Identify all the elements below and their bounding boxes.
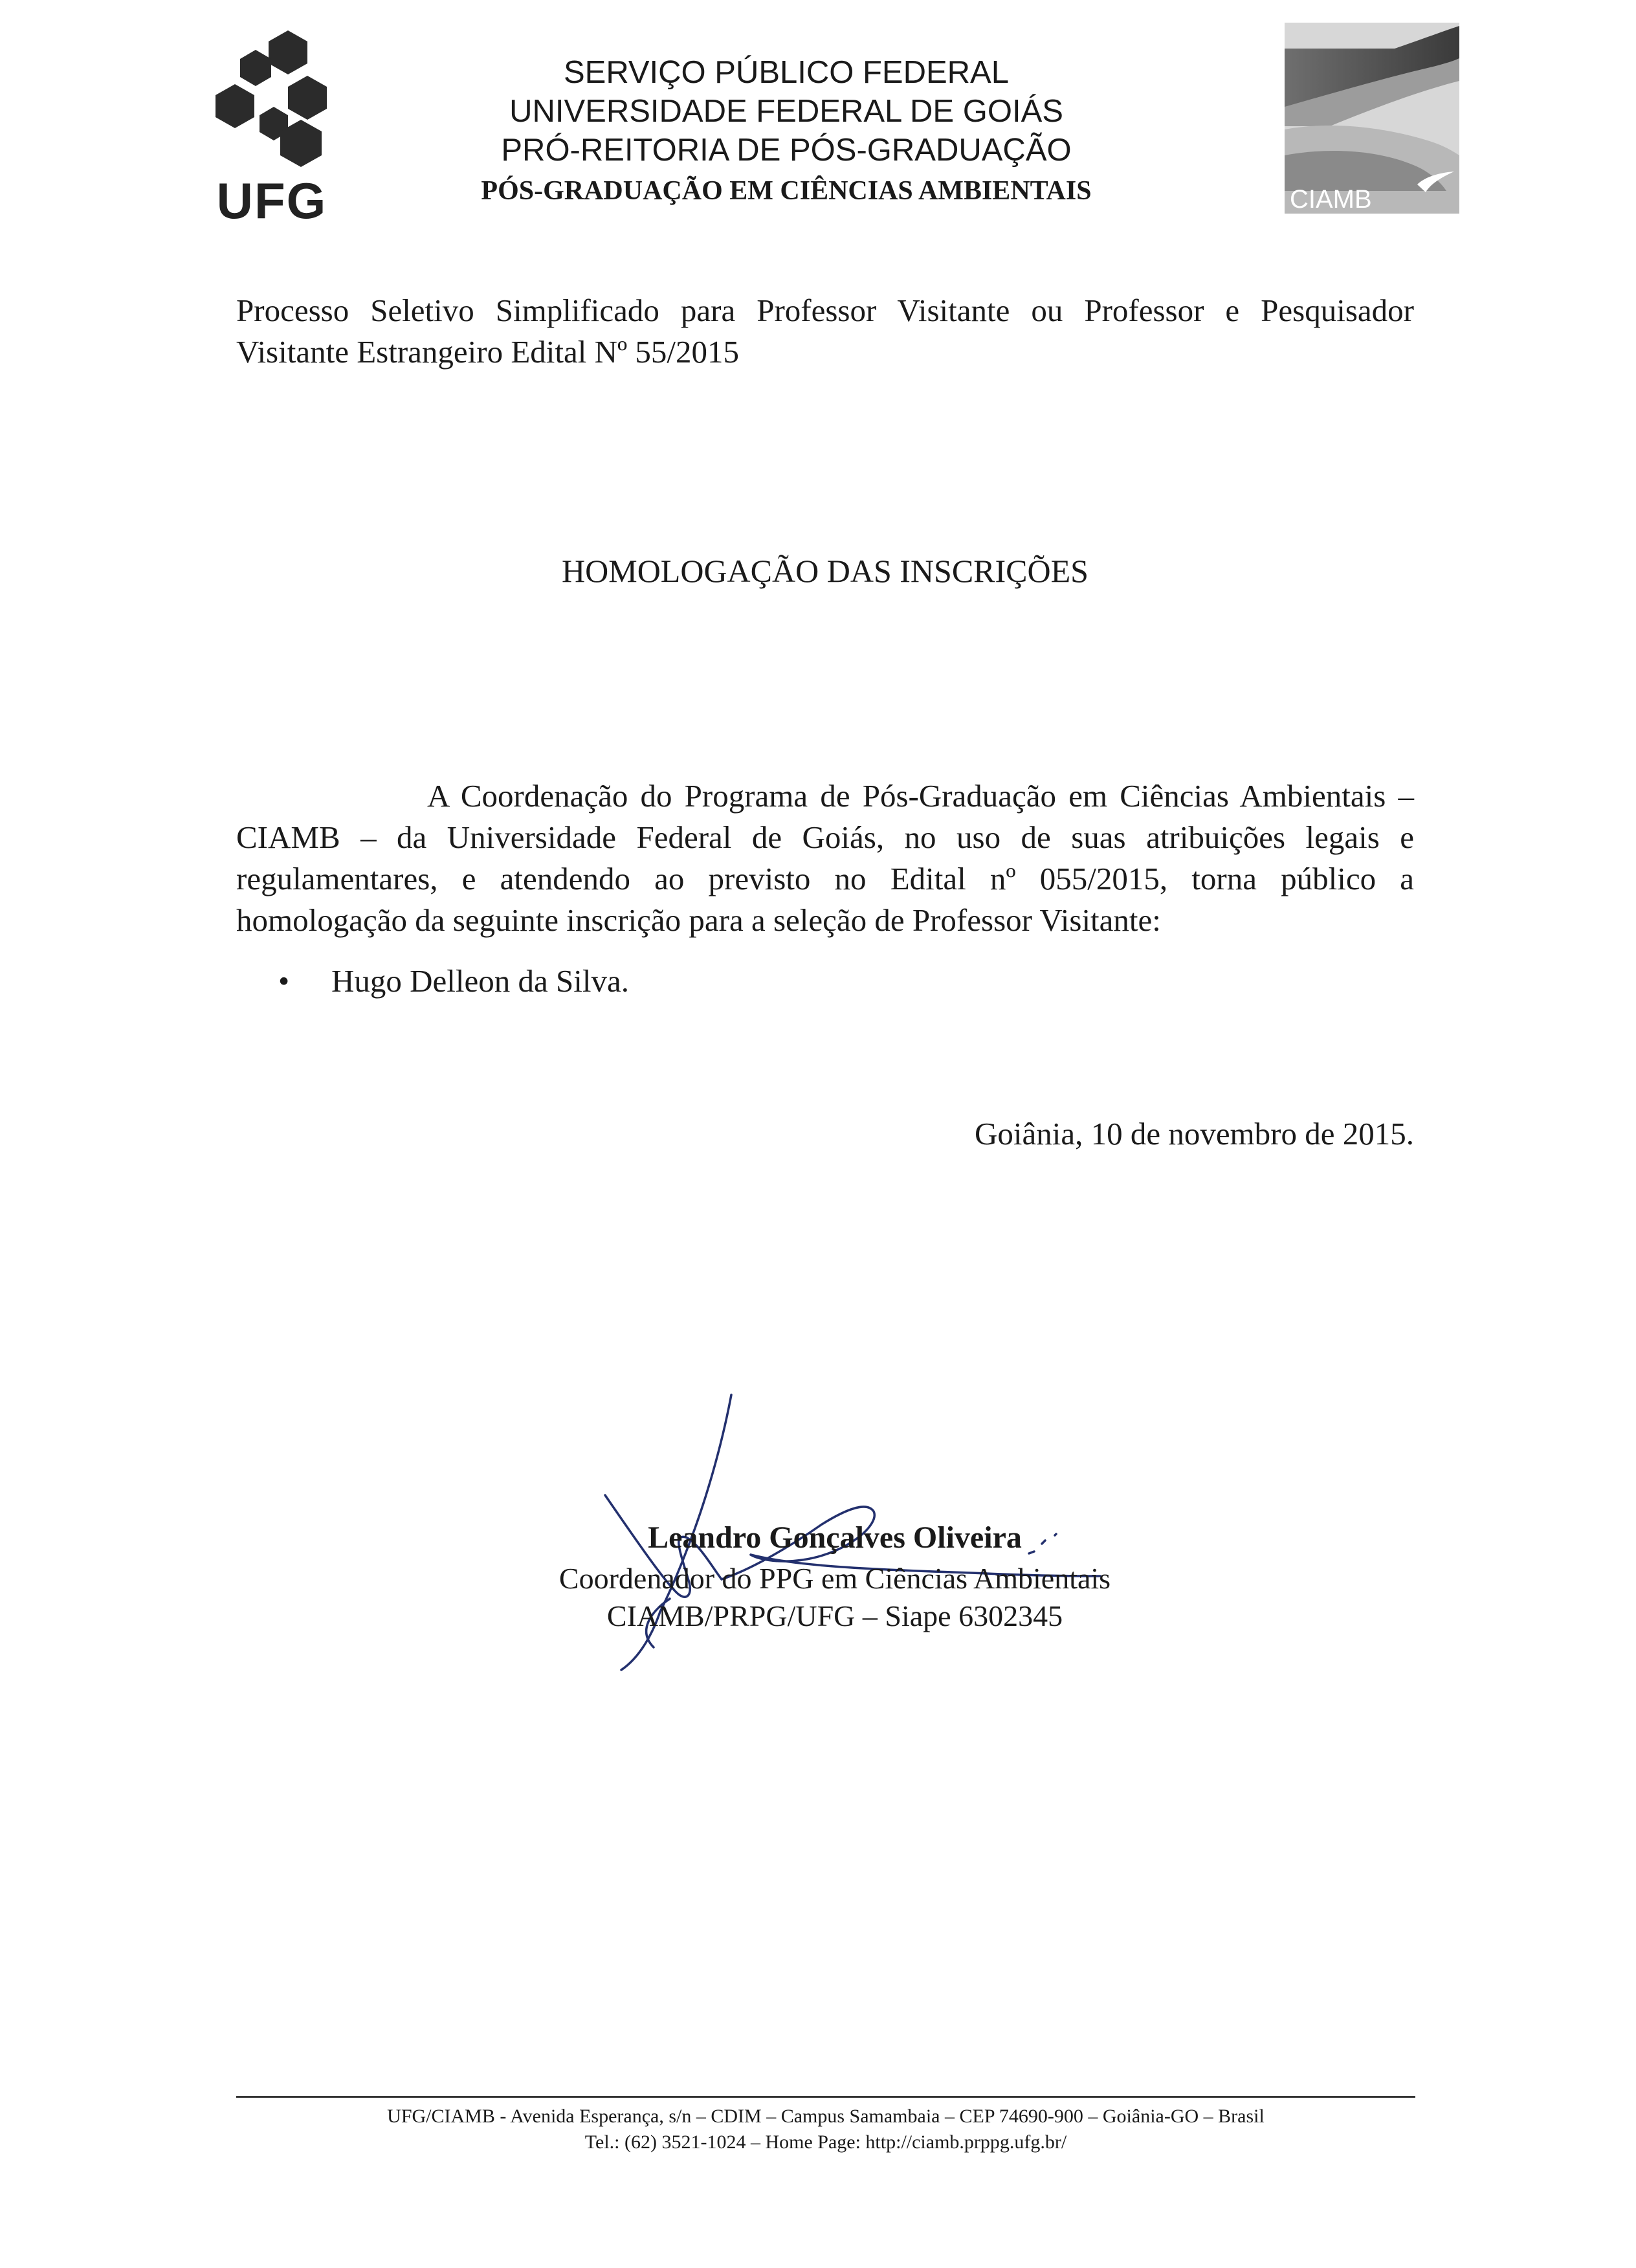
header-line-program: PÓS-GRADUAÇÃO EM CIÊNCIAS AMBIENTAIS [481, 176, 1092, 206]
process-title-line1: Processo Seletivo Simplificado para Professor Visitante ou Professor e Pesquisador [236, 293, 1414, 328]
ciamb-logo [1285, 23, 1459, 214]
candidate-name: Hugo Delleon da Silva. [331, 963, 629, 999]
body-paragraph [236, 775, 1414, 941]
list-item [278, 961, 629, 1002]
header-line-service: SERVIÇO PÚBLICO FEDERAL [563, 55, 1009, 90]
signer-name: Leandro Gonçalves Oliveira [648, 1520, 1022, 1555]
date-line: Goiânia, 10 de novembro de 2015. [974, 1116, 1414, 1151]
body-paragraph-text: A Coordenação do Programa de Pós-Graduação em Ciências Ambientais – CIAMB – da Universidade Federal de Goiás, no uso de suas atribuições legais e regulamentares, e atendendo ao previsto no Edital nº 055/2015, torna público a homologação da seguinte inscrição para a seleção de Professor Visitante: [236, 778, 1414, 938]
ciamb-wave-icon [1285, 23, 1459, 214]
signer-role: Coordenador do PPG em Ciências Ambientais [558, 1562, 1111, 1595]
process-title [236, 290, 1414, 373]
signer-id: CIAMB/PRPG/UFG – Siape 6302345 [606, 1599, 1063, 1632]
footer-divider [236, 2096, 1415, 2098]
ufg-hexagon-icon [210, 29, 333, 172]
header-line-prorectorate: PRÓ-REITORIA DE PÓS-GRADUAÇÃO [501, 133, 1072, 168]
process-title-line2: Visitante Estrangeiro Edital Nº 55/2015 [236, 334, 740, 370]
footer-address: UFG/CIAMB - Avenida Esperança, s/n – CDIM – Campus Samambaia – CEP 74690-900 – Goiânia-GO – Brasil [387, 2106, 1265, 2127]
ufg-logo [210, 29, 333, 229]
section-heading: HOMOLOGAÇÃO DAS INSCRIÇÕES [562, 553, 1089, 589]
institution-header [362, 53, 1210, 211]
ufg-logo-text: UFG [216, 172, 327, 229]
candidate-list [278, 961, 629, 1002]
ciamb-logo-text: CIAMB [1290, 185, 1372, 214]
bullet-icon: • [278, 963, 290, 999]
footer-contact: Tel.: (62) 3521-1024 – Home Page: http://ciamb.prppg.ufg.br/ [584, 2131, 1067, 2153]
header-line-university: UNIVERSIDADE FEDERAL DE GOIÁS [509, 94, 1063, 129]
